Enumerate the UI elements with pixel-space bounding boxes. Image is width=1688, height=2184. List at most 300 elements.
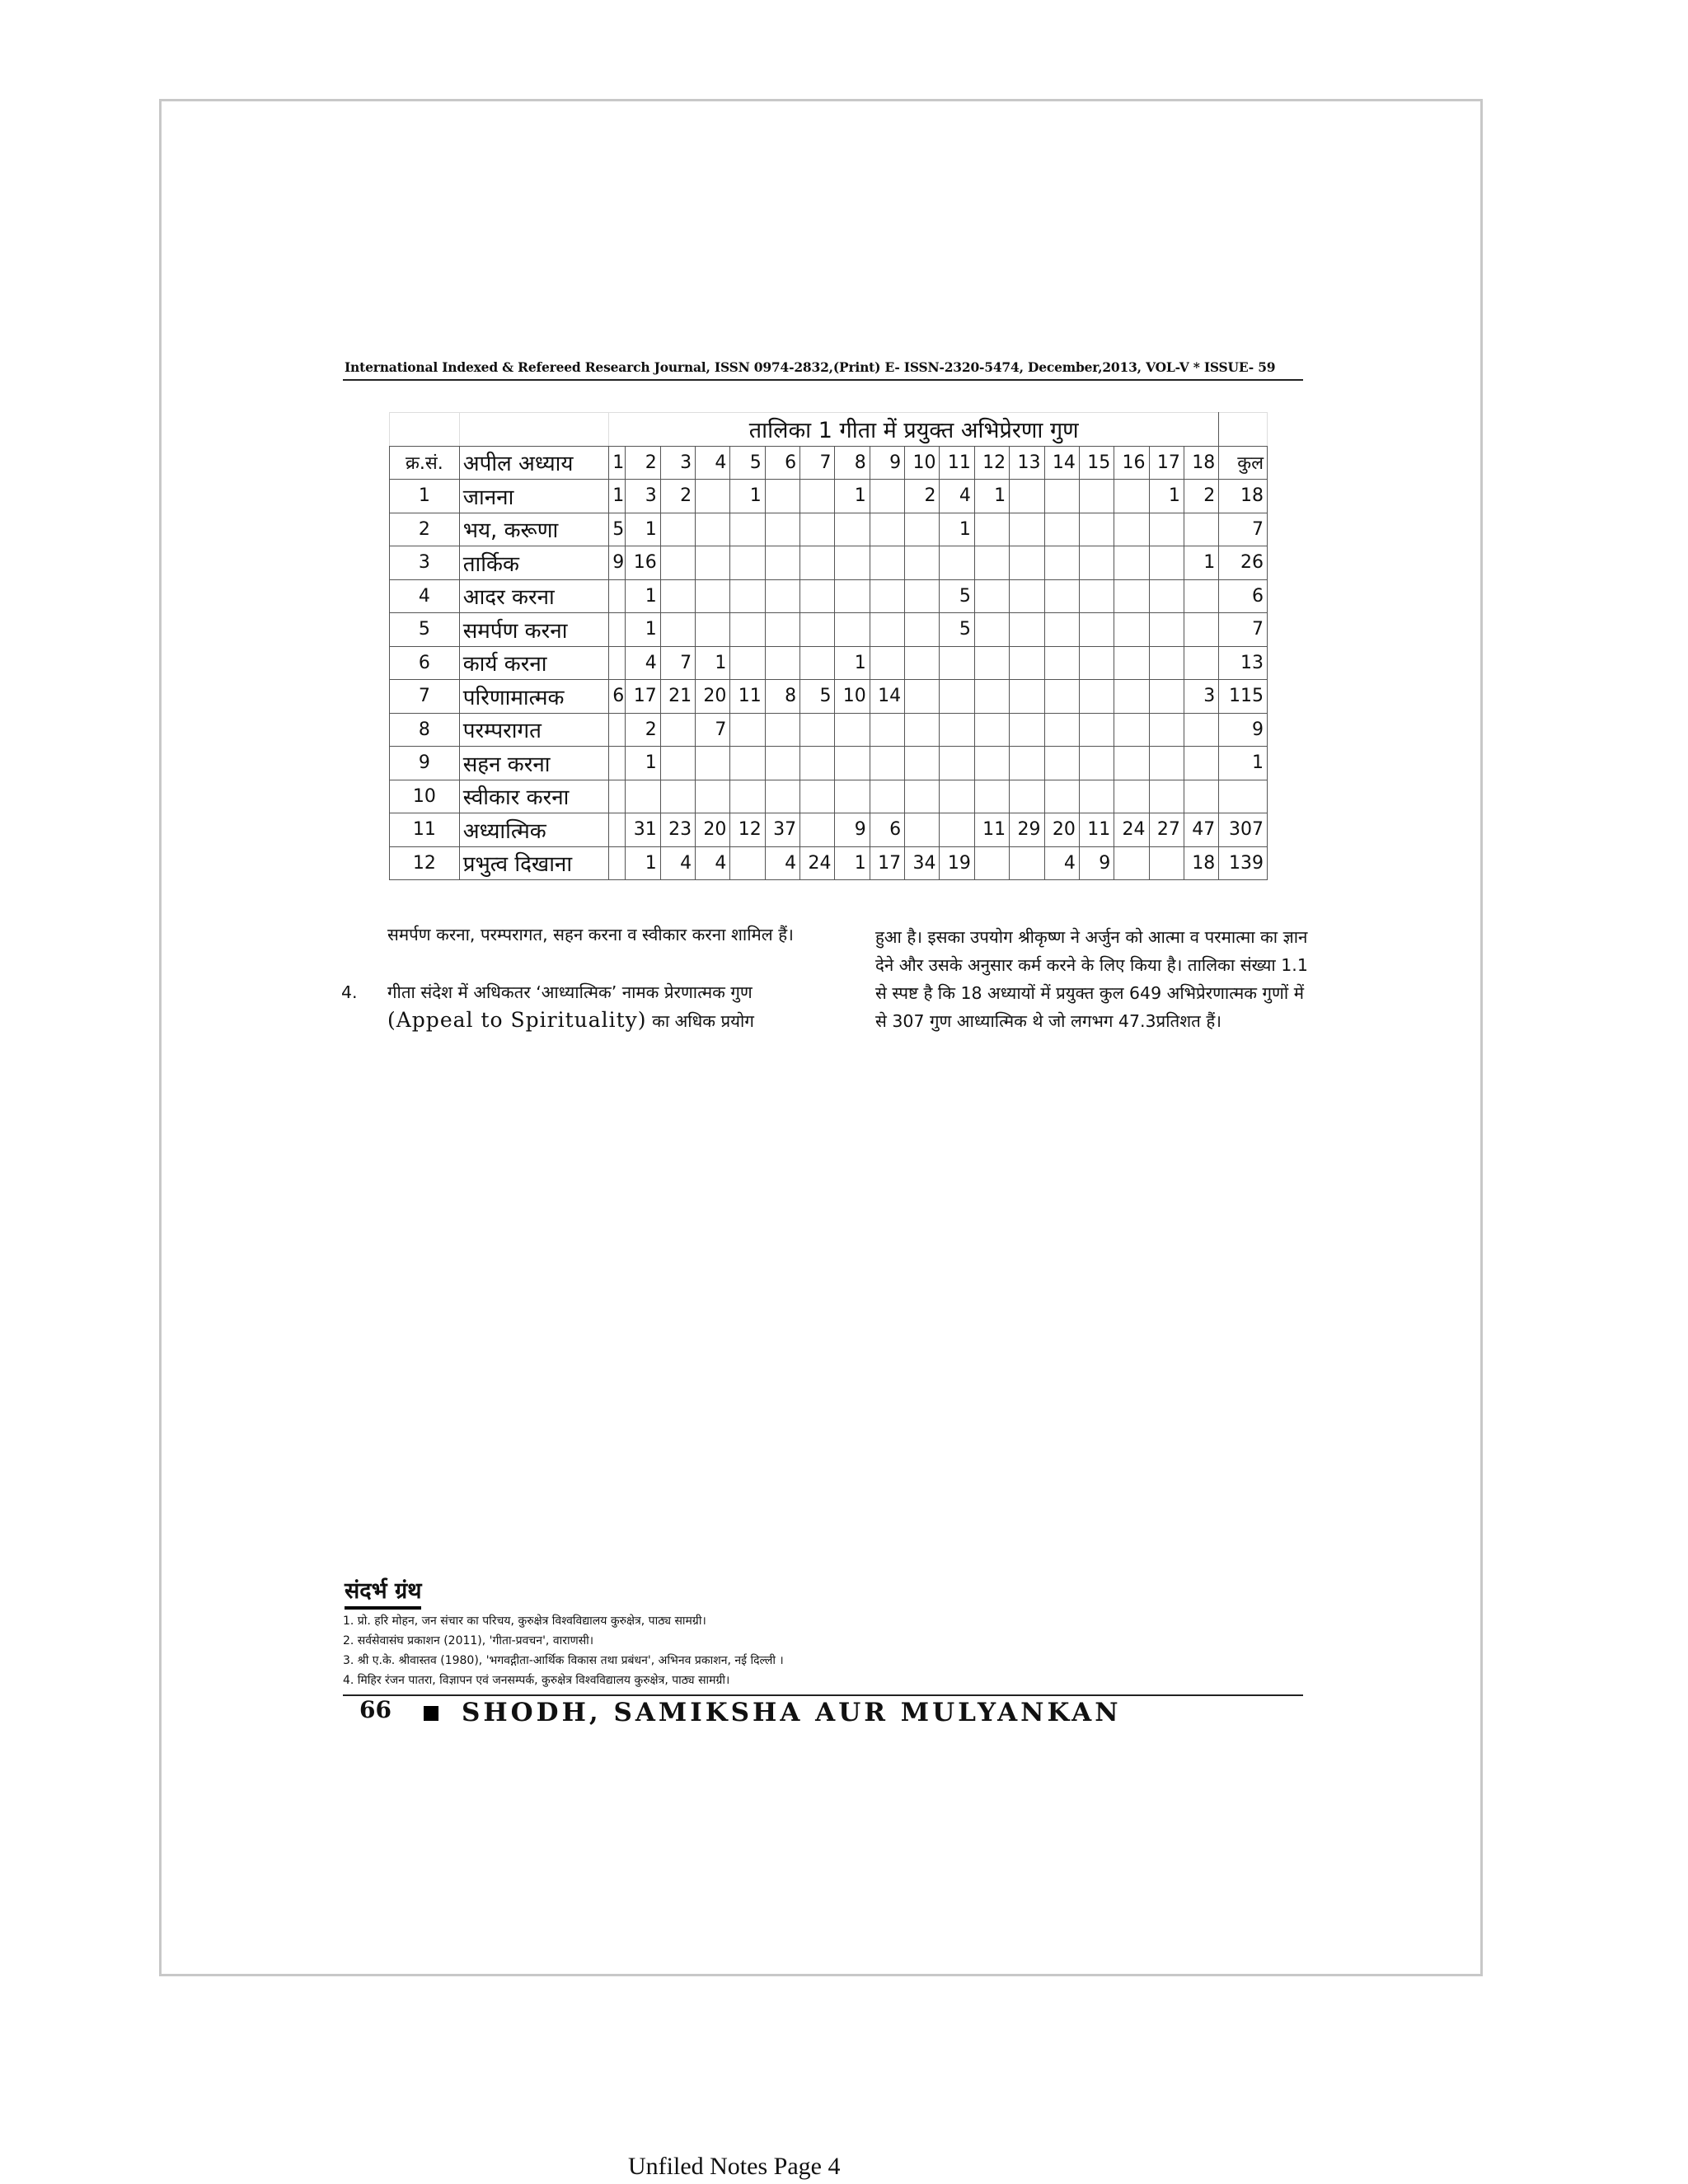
cell-chapter-3: 2 — [660, 480, 695, 513]
cell-chapter-6: 8 — [765, 680, 799, 714]
header-chapter-6: 6 — [765, 446, 799, 480]
cell-chapter-10 — [905, 780, 940, 813]
header-chapter-18: 18 — [1184, 446, 1218, 480]
cell-chapter-6 — [765, 646, 799, 680]
cell-chapter-16 — [1114, 747, 1149, 780]
cell-chapter-14: 20 — [1044, 813, 1079, 847]
cell-chapter-14 — [1044, 713, 1079, 747]
cell-chapter-2: 1 — [626, 513, 660, 546]
cell-chapter-18: 3 — [1184, 680, 1218, 714]
motivation-table — [389, 412, 1268, 880]
table-header-row — [390, 446, 1268, 480]
row-label: भय, करूणा — [459, 513, 609, 546]
cell-chapter-12 — [974, 513, 1009, 546]
cell-chapter-15: 9 — [1079, 846, 1114, 880]
cell-chapter-12 — [974, 846, 1009, 880]
unfiled-notes-label: Unfiled Notes Page 4 — [628, 2153, 841, 2180]
cell-chapter-5 — [730, 613, 765, 647]
cell-chapter-2: 1 — [626, 846, 660, 880]
cell-chapter-8 — [835, 546, 870, 580]
table-row — [390, 579, 1268, 613]
cell-chapter-9: 14 — [870, 680, 904, 714]
cell-chapter-11 — [940, 713, 974, 747]
cell-chapter-2 — [626, 780, 660, 813]
reference-item: 1. प्रो. हरि मोहन, जन संचार का परिचय, कुरुक्षेत्र विश्वविद्यालय कुरुक्षेत्र, पाठ्य सामग्री। — [343, 1615, 706, 1628]
point-number: 4. — [341, 982, 358, 1002]
journal-header: International Indexed & Refereed Research Journal, ISSN 0974-2832,(Print) E- ISSN-2320-5474, December,2013, VOL-V * ISSUE- 59 — [345, 359, 1276, 375]
cell-chapter-8 — [835, 613, 870, 647]
table-row — [390, 713, 1268, 747]
cell-chapter-14 — [1044, 780, 1079, 813]
cell-chapter-18 — [1184, 513, 1218, 546]
row-label: स्वीकार करना — [459, 780, 609, 813]
cell-chapter-7 — [800, 780, 835, 813]
cell-chapter-4 — [696, 780, 730, 813]
cell-chapter-12 — [974, 579, 1009, 613]
cell-chapter-16 — [1114, 780, 1149, 813]
cell-chapter-9 — [870, 613, 904, 647]
cell-chapter-10 — [905, 579, 940, 613]
cell-chapter-1 — [609, 713, 626, 747]
paragraph-right: हुआ है। इसका उपयोग श्रीकृष्ण ने अर्जुन को आत्मा व परमात्मा का ज्ञान देने और उसके अनुसार कर्म करने के लिए किया है। तालिका संख्या 1.1 से स्पष्ट है कि 18 अध्यायों में प्रयुक्त कुल 649 अभिप्रेरणात्मक गुणों में से 307 गुण आध्यात्मिक थे जो लगभग 47.3प्रतिशत हैं। — [875, 927, 1308, 1031]
row-sn: 7 — [390, 680, 460, 714]
cell-chapter-12: 1 — [974, 480, 1009, 513]
cell-chapter-14: 4 — [1044, 846, 1079, 880]
cell-chapter-7 — [800, 513, 835, 546]
header-appeal: अपील अध्याय — [459, 446, 609, 480]
page-number: 66 — [359, 1696, 392, 1723]
cell-chapter-12 — [974, 546, 1009, 580]
reference-item: 4. मिहिर रंजन पातरा, विज्ञापन एवं जनसम्पर्क, कुरुक्षेत्र विश्वविद्यालय कुरुक्षेत्र, पाठ्य सामग्री। — [343, 1674, 730, 1687]
cell-chapter-6 — [765, 579, 799, 613]
cell-chapter-8: 9 — [835, 813, 870, 847]
row-total: 139 — [1219, 846, 1268, 880]
cell-chapter-6 — [765, 513, 799, 546]
cell-chapter-3 — [660, 747, 695, 780]
header-chapter-1: 1 — [609, 446, 626, 480]
paragraph-left-continuation: समर्पण करना, परम्परागत, सहन करना व स्वीकार करना शामिल हैं। — [387, 925, 794, 944]
cell-chapter-14 — [1044, 480, 1079, 513]
row-sn: 9 — [390, 747, 460, 780]
row-total: 7 — [1219, 613, 1268, 647]
cell-chapter-16: 24 — [1114, 813, 1149, 847]
cell-chapter-4: 1 — [696, 646, 730, 680]
cell-chapter-4 — [696, 513, 730, 546]
cell-chapter-4 — [696, 546, 730, 580]
cell-chapter-9 — [870, 546, 904, 580]
cell-chapter-17 — [1149, 513, 1184, 546]
row-label: परम्परागत — [459, 713, 609, 747]
cell-chapter-6 — [765, 546, 799, 580]
cell-chapter-1 — [609, 579, 626, 613]
cell-chapter-9 — [870, 646, 904, 680]
cell-chapter-16 — [1114, 513, 1149, 546]
cell-chapter-15 — [1079, 680, 1114, 714]
point-english: (Appeal to Spirituality) — [387, 1008, 647, 1032]
cell-chapter-7 — [800, 546, 835, 580]
cell-chapter-3: 7 — [660, 646, 695, 680]
cell-chapter-8: 1 — [835, 480, 870, 513]
header-sn: क्र.सं. — [390, 446, 460, 480]
cell-chapter-16 — [1114, 846, 1149, 880]
header-chapter-17: 17 — [1149, 446, 1184, 480]
cell-chapter-10: 2 — [905, 480, 940, 513]
table-title-row — [390, 413, 1268, 447]
cell-chapter-3 — [660, 613, 695, 647]
cell-chapter-4: 20 — [696, 680, 730, 714]
cell-chapter-7 — [800, 613, 835, 647]
cell-chapter-1 — [609, 747, 626, 780]
cell-chapter-6: 37 — [765, 813, 799, 847]
cell-chapter-15 — [1079, 713, 1114, 747]
cell-chapter-16 — [1114, 613, 1149, 647]
table-row — [390, 613, 1268, 647]
table-corner — [390, 413, 460, 447]
cell-chapter-6 — [765, 713, 799, 747]
cell-chapter-8: 1 — [835, 646, 870, 680]
cell-chapter-11 — [940, 680, 974, 714]
cell-chapter-11 — [940, 780, 974, 813]
cell-chapter-9: 6 — [870, 813, 904, 847]
cell-chapter-10 — [905, 513, 940, 546]
reference-item: 2. सर्वसेवासंघ प्रकाशन (2011), 'गीता-प्रवचन', वाराणसी। — [343, 1634, 594, 1647]
cell-chapter-13 — [1010, 613, 1044, 647]
cell-chapter-8 — [835, 747, 870, 780]
cell-chapter-10: 34 — [905, 846, 940, 880]
cell-chapter-11: 1 — [940, 513, 974, 546]
table-row — [390, 846, 1268, 880]
cell-chapter-4: 7 — [696, 713, 730, 747]
cell-chapter-13 — [1010, 513, 1044, 546]
cell-chapter-11: 5 — [940, 579, 974, 613]
row-total: 7 — [1219, 513, 1268, 546]
cell-chapter-1: 1 — [609, 480, 626, 513]
row-sn: 5 — [390, 613, 460, 647]
cell-chapter-2: 3 — [626, 480, 660, 513]
cell-chapter-10 — [905, 713, 940, 747]
cell-chapter-18: 47 — [1184, 813, 1218, 847]
cell-chapter-5 — [730, 546, 765, 580]
cell-chapter-3: 21 — [660, 680, 695, 714]
header-chapter-2: 2 — [626, 446, 660, 480]
cell-chapter-7 — [800, 813, 835, 847]
cell-chapter-7 — [800, 480, 835, 513]
cell-chapter-6 — [765, 480, 799, 513]
cell-chapter-12 — [974, 613, 1009, 647]
references-list — [343, 1611, 1299, 1690]
row-sn: 6 — [390, 646, 460, 680]
cell-chapter-1: 5 — [609, 513, 626, 546]
row-total: 9 — [1219, 713, 1268, 747]
cell-chapter-13 — [1010, 846, 1044, 880]
cell-chapter-2: 4 — [626, 646, 660, 680]
cell-chapter-3 — [660, 546, 695, 580]
cell-chapter-6 — [765, 747, 799, 780]
cell-chapter-10 — [905, 646, 940, 680]
footer-square-bullet — [424, 1706, 438, 1721]
cell-chapter-4 — [696, 579, 730, 613]
cell-chapter-18 — [1184, 646, 1218, 680]
row-total: 1 — [1219, 747, 1268, 780]
row-total: 6 — [1219, 579, 1268, 613]
cell-chapter-13 — [1010, 546, 1044, 580]
cell-chapter-7 — [800, 747, 835, 780]
cell-chapter-7: 24 — [800, 846, 835, 880]
cell-chapter-18: 18 — [1184, 846, 1218, 880]
table-corner — [1219, 413, 1268, 447]
cell-chapter-9 — [870, 747, 904, 780]
cell-chapter-11 — [940, 813, 974, 847]
cell-chapter-15: 11 — [1079, 813, 1114, 847]
cell-chapter-5 — [730, 513, 765, 546]
cell-chapter-16 — [1114, 546, 1149, 580]
cell-chapter-18 — [1184, 713, 1218, 747]
cell-chapter-13 — [1010, 480, 1044, 513]
cell-chapter-12 — [974, 713, 1009, 747]
row-label: परिणामात्मक — [459, 680, 609, 714]
cell-chapter-13 — [1010, 680, 1044, 714]
cell-chapter-17: 1 — [1149, 480, 1184, 513]
point-text-2: का अधिक प्रयोग — [652, 1011, 754, 1031]
table-row — [390, 646, 1268, 680]
cell-chapter-4: 20 — [696, 813, 730, 847]
cell-chapter-5 — [730, 780, 765, 813]
cell-chapter-8: 1 — [835, 846, 870, 880]
cell-chapter-3 — [660, 579, 695, 613]
cell-chapter-10 — [905, 546, 940, 580]
cell-chapter-11 — [940, 646, 974, 680]
row-sn: 1 — [390, 480, 460, 513]
cell-chapter-17 — [1149, 613, 1184, 647]
cell-chapter-11: 19 — [940, 846, 974, 880]
cell-chapter-18 — [1184, 579, 1218, 613]
table-row — [390, 813, 1268, 847]
cell-chapter-10 — [905, 747, 940, 780]
cell-chapter-17 — [1149, 780, 1184, 813]
cell-chapter-3: 4 — [660, 846, 695, 880]
cell-chapter-4 — [696, 480, 730, 513]
cell-chapter-16 — [1114, 480, 1149, 513]
header-chapter-7: 7 — [800, 446, 835, 480]
cell-chapter-17: 27 — [1149, 813, 1184, 847]
row-label: जानना — [459, 480, 609, 513]
reference-item: 3. श्री ए.के. श्रीवास्तव (1980), 'भगवद्गीता-आर्थिक विकास तथा प्रबंधन', अभिनव प्रकाशन, नई दिल्ली । — [343, 1654, 784, 1667]
table-row — [390, 747, 1268, 780]
cell-chapter-7 — [800, 579, 835, 613]
cell-chapter-12 — [974, 680, 1009, 714]
cell-chapter-18 — [1184, 613, 1218, 647]
cell-chapter-14 — [1044, 747, 1079, 780]
cell-chapter-3: 23 — [660, 813, 695, 847]
row-total — [1219, 780, 1268, 813]
cell-chapter-7: 5 — [800, 680, 835, 714]
cell-chapter-6: 4 — [765, 846, 799, 880]
header-chapter-8: 8 — [835, 446, 870, 480]
cell-chapter-1 — [609, 646, 626, 680]
cell-chapter-2: 1 — [626, 579, 660, 613]
cell-chapter-1 — [609, 780, 626, 813]
cell-chapter-17 — [1149, 579, 1184, 613]
header-chapter-14: 14 — [1044, 446, 1079, 480]
cell-chapter-5 — [730, 747, 765, 780]
journal-footer-title: SHODH, SAMIKSHA AUR MULYANKAN — [462, 1698, 1122, 1727]
cell-chapter-1 — [609, 813, 626, 847]
cell-chapter-10 — [905, 680, 940, 714]
row-label: तार्किक — [459, 546, 609, 580]
cell-chapter-17 — [1149, 846, 1184, 880]
cell-chapter-18: 2 — [1184, 480, 1218, 513]
cell-chapter-16 — [1114, 579, 1149, 613]
cell-chapter-4 — [696, 613, 730, 647]
cell-chapter-3 — [660, 713, 695, 747]
cell-chapter-8: 10 — [835, 680, 870, 714]
table-row — [390, 513, 1268, 546]
cell-chapter-5: 1 — [730, 480, 765, 513]
cell-chapter-4: 4 — [696, 846, 730, 880]
row-sn: 11 — [390, 813, 460, 847]
cell-chapter-17 — [1149, 713, 1184, 747]
cell-chapter-9 — [870, 713, 904, 747]
row-total: 13 — [1219, 646, 1268, 680]
row-label: कार्य करना — [459, 646, 609, 680]
cell-chapter-16 — [1114, 646, 1149, 680]
cell-chapter-2: 17 — [626, 680, 660, 714]
point-text-1: गीता संदेश में अधिकतर ‘आध्यात्मिक’ नामक प्रेरणात्मक गुण — [387, 982, 753, 1002]
row-sn: 12 — [390, 846, 460, 880]
cell-chapter-6 — [765, 613, 799, 647]
cell-chapter-17 — [1149, 546, 1184, 580]
cell-chapter-2: 2 — [626, 713, 660, 747]
cell-chapter-17 — [1149, 680, 1184, 714]
cell-chapter-9 — [870, 513, 904, 546]
cell-chapter-15 — [1079, 480, 1114, 513]
row-total: 18 — [1219, 480, 1268, 513]
cell-chapter-7 — [800, 713, 835, 747]
cell-chapter-17 — [1149, 646, 1184, 680]
cell-chapter-14 — [1044, 646, 1079, 680]
cell-chapter-8 — [835, 579, 870, 613]
table-row — [390, 780, 1268, 813]
table-row — [390, 480, 1268, 513]
row-sn: 2 — [390, 513, 460, 546]
header-chapter-15: 15 — [1079, 446, 1114, 480]
header-chapter-3: 3 — [660, 446, 695, 480]
cell-chapter-1: 9 — [609, 546, 626, 580]
cell-chapter-11 — [940, 546, 974, 580]
cell-chapter-14 — [1044, 613, 1079, 647]
cell-chapter-15 — [1079, 513, 1114, 546]
cell-chapter-16 — [1114, 680, 1149, 714]
table-title: तालिका 1 गीता में प्रयुक्त अभिप्रेरणा गुण — [609, 413, 1219, 447]
cell-chapter-12: 11 — [974, 813, 1009, 847]
cell-chapter-15 — [1079, 747, 1114, 780]
cell-chapter-15 — [1079, 646, 1114, 680]
cell-chapter-14 — [1044, 546, 1079, 580]
cell-chapter-18: 1 — [1184, 546, 1218, 580]
cell-chapter-10 — [905, 613, 940, 647]
cell-chapter-13 — [1010, 780, 1044, 813]
cell-chapter-14 — [1044, 579, 1079, 613]
row-sn: 4 — [390, 579, 460, 613]
row-sn: 8 — [390, 713, 460, 747]
cell-chapter-2: 31 — [626, 813, 660, 847]
header-chapter-5: 5 — [730, 446, 765, 480]
cell-chapter-17 — [1149, 747, 1184, 780]
cell-chapter-13 — [1010, 579, 1044, 613]
row-label: अध्यात्मिक — [459, 813, 609, 847]
header-chapter-13: 13 — [1010, 446, 1044, 480]
cell-chapter-13 — [1010, 646, 1044, 680]
row-label: प्रभुत्व दिखाना — [459, 846, 609, 880]
cell-chapter-1 — [609, 613, 626, 647]
cell-chapter-14 — [1044, 513, 1079, 546]
cell-chapter-2: 16 — [626, 546, 660, 580]
cell-chapter-5 — [730, 846, 765, 880]
cell-chapter-11: 4 — [940, 480, 974, 513]
cell-chapter-8 — [835, 513, 870, 546]
cell-chapter-5: 11 — [730, 680, 765, 714]
cell-chapter-11: 5 — [940, 613, 974, 647]
header-chapter-11: 11 — [940, 446, 974, 480]
row-label: सहन करना — [459, 747, 609, 780]
cell-chapter-3 — [660, 780, 695, 813]
cell-chapter-8 — [835, 780, 870, 813]
cell-chapter-15 — [1079, 546, 1114, 580]
cell-chapter-1 — [609, 846, 626, 880]
footer-rule — [343, 1694, 1303, 1696]
row-sn: 10 — [390, 780, 460, 813]
cell-chapter-9 — [870, 480, 904, 513]
cell-chapter-5: 12 — [730, 813, 765, 847]
cell-chapter-3 — [660, 513, 695, 546]
cell-chapter-13: 29 — [1010, 813, 1044, 847]
cell-chapter-12 — [974, 747, 1009, 780]
cell-chapter-18 — [1184, 747, 1218, 780]
cell-chapter-15 — [1079, 579, 1114, 613]
table-row — [390, 680, 1268, 714]
cell-chapter-5 — [730, 579, 765, 613]
cell-chapter-6 — [765, 780, 799, 813]
cell-chapter-14 — [1044, 680, 1079, 714]
cell-chapter-15 — [1079, 780, 1114, 813]
cell-chapter-9 — [870, 780, 904, 813]
references-title: संदर्भ ग्रंथ — [345, 1574, 421, 1610]
cell-chapter-10 — [905, 813, 940, 847]
header-rule — [343, 379, 1303, 381]
cell-chapter-4 — [696, 747, 730, 780]
paragraph-left-point-4 — [341, 978, 816, 1035]
row-total: 26 — [1219, 546, 1268, 580]
header-chapter-10: 10 — [905, 446, 940, 480]
header-total: कुल — [1219, 446, 1268, 480]
cell-chapter-16 — [1114, 713, 1149, 747]
table-row — [390, 546, 1268, 580]
cell-chapter-2: 1 — [626, 747, 660, 780]
cell-chapter-12 — [974, 646, 1009, 680]
cell-chapter-18 — [1184, 780, 1218, 813]
cell-chapter-2: 1 — [626, 613, 660, 647]
cell-chapter-13 — [1010, 713, 1044, 747]
cell-chapter-7 — [800, 646, 835, 680]
table-corner — [459, 413, 609, 447]
cell-chapter-9 — [870, 579, 904, 613]
cell-chapter-5 — [730, 713, 765, 747]
cell-chapter-11 — [940, 747, 974, 780]
cell-chapter-5 — [730, 646, 765, 680]
cell-chapter-15 — [1079, 613, 1114, 647]
row-label: आदर करना — [459, 579, 609, 613]
cell-chapter-9: 17 — [870, 846, 904, 880]
